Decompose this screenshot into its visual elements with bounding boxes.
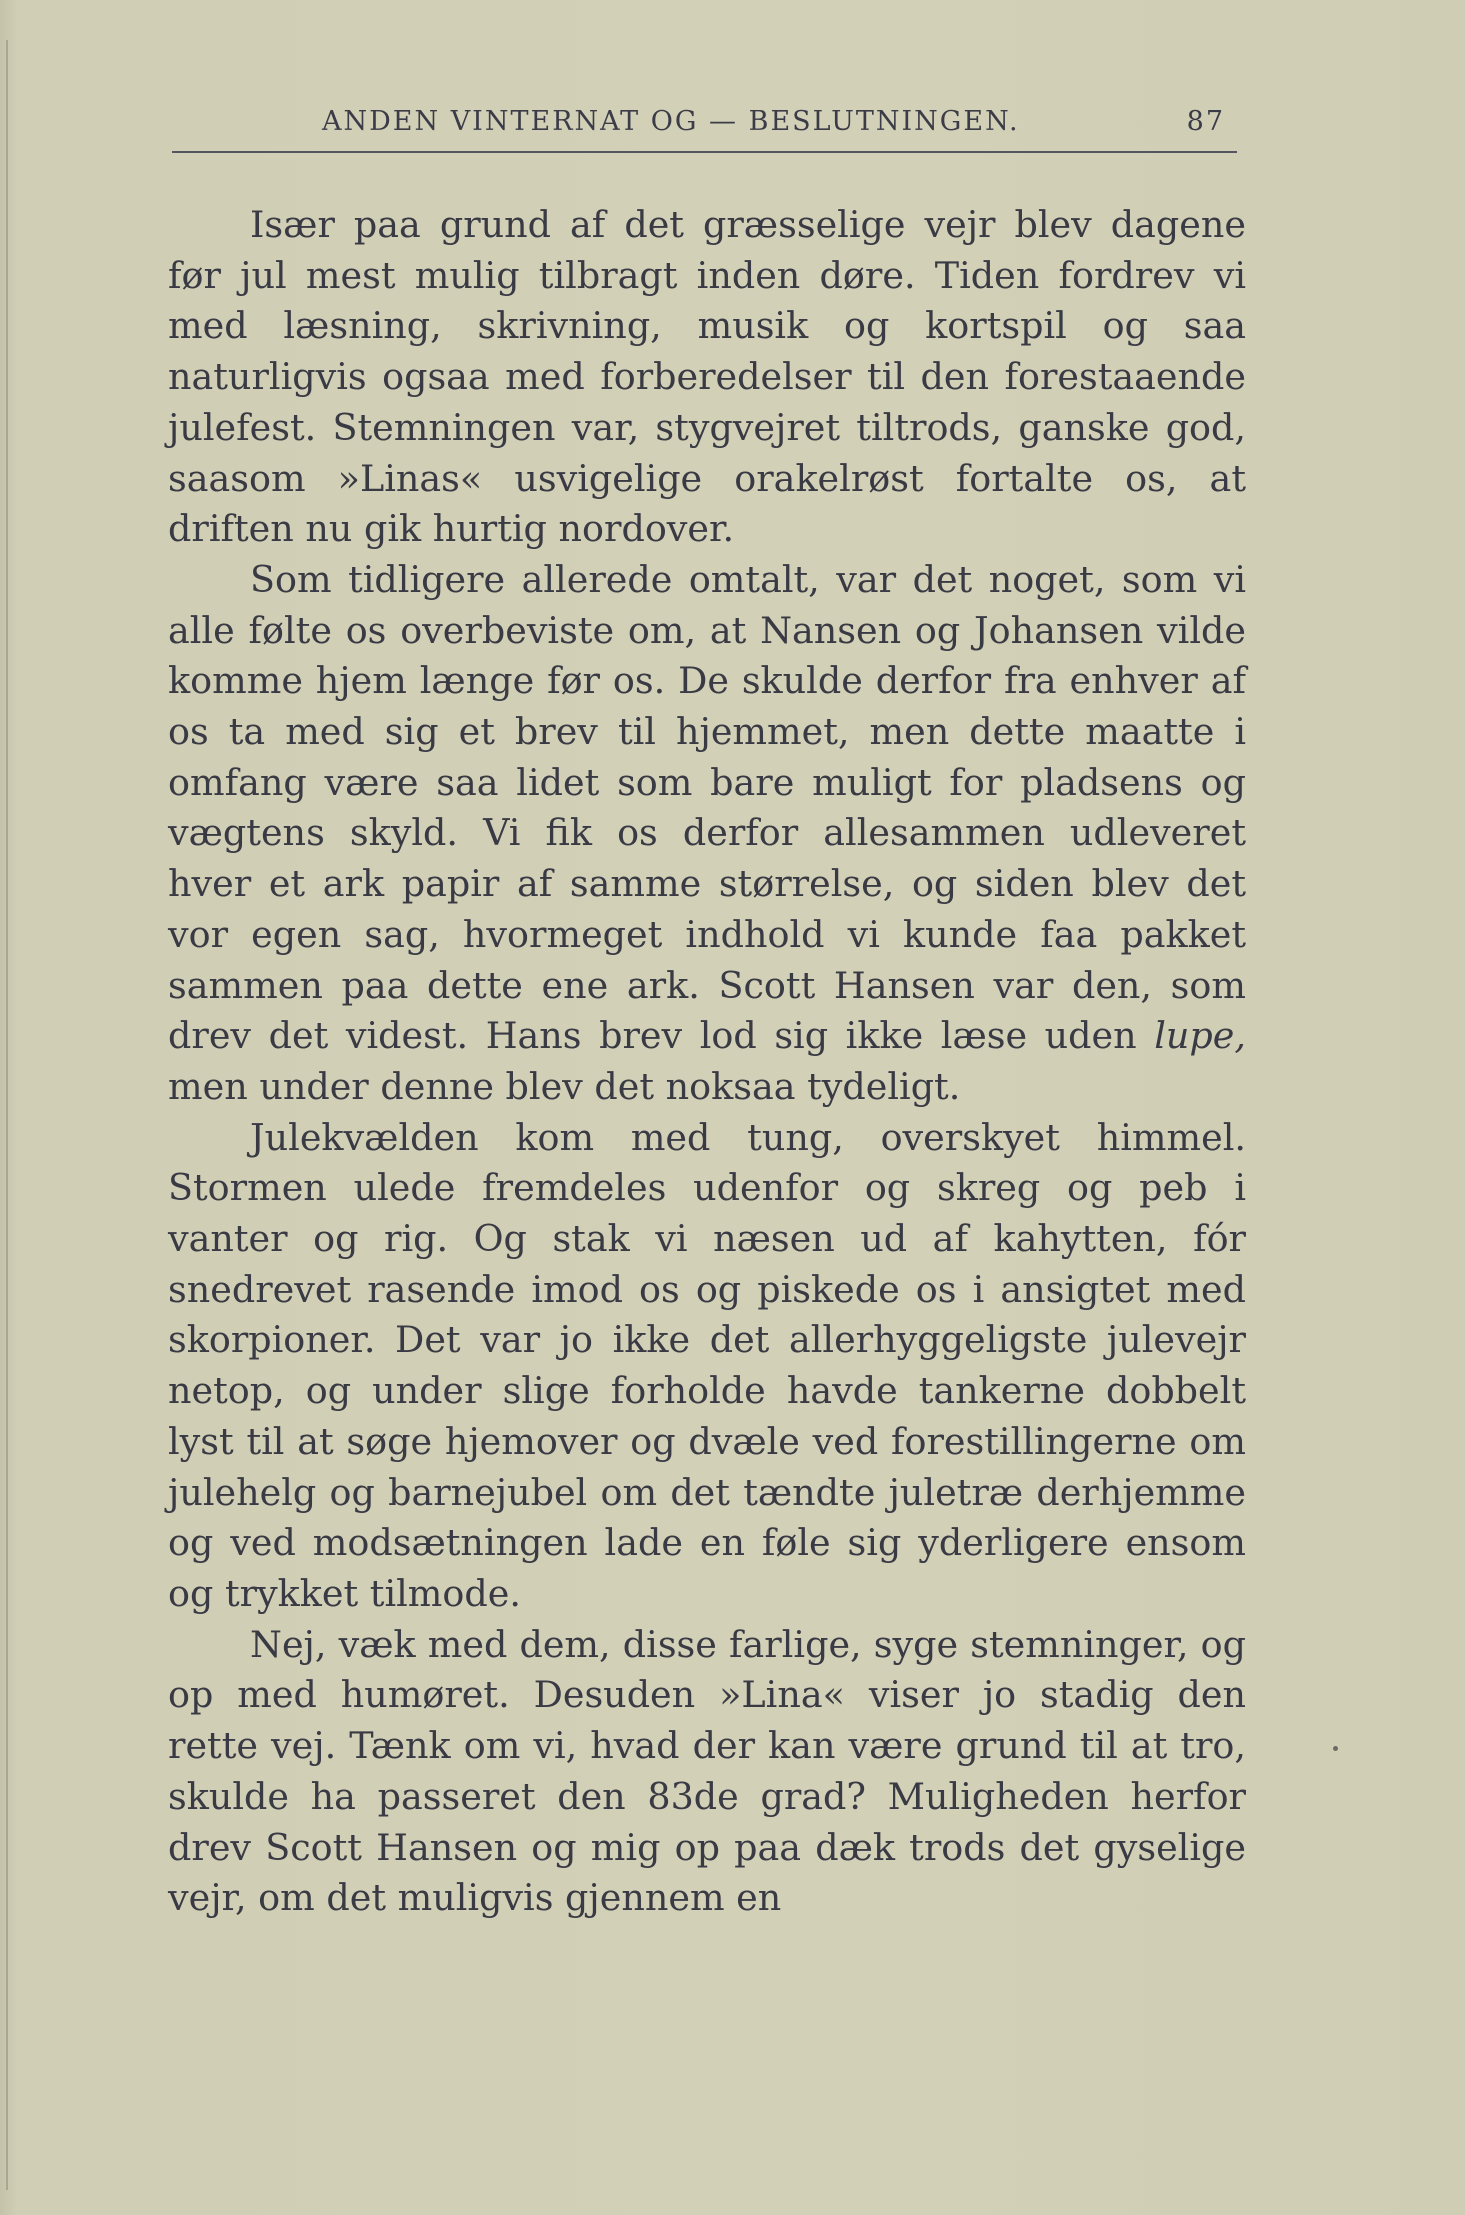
paragraph-4-text: Nej, væk med dem, disse farlige, syge stemninger, og op med humøret. Desuden »Lina« viser jo stadig den rette vej. Tænk om vi, hvad der kan være grund til at tro, skulde ha passeret den 83de grad? Muligheden herfor drev Scott Hansen og mig op paa dæk trods det gyselige vejr, om det muligvis gjennem en <box>168 1622 1246 1920</box>
page-number: 87 <box>1186 106 1225 137</box>
paragraph-2 <box>168 555 1246 1113</box>
paragraph-2-text-a: Som tidligere allerede omtalt, var det noget, som vi alle følte os overbeviste om, at Nansen og Johansen vilde komme hjem længe før os. De skulde derfor fra enhver af os ta med sig et brev til hjemmet, men dette maatte i omfang være saa lidet som bare muligt for pladsens og vægtens skyld. Vi fik os derfor allesammen udleveret hver et ark papir af samme størrelse, og siden blev det vor egen sag, hvormeget indhold vi kunde faa pakket sammen paa dette ene ark. Scott Hansen var den, som drev det videst. Hans brev lod sig ikke læse uden <box>168 557 1246 1058</box>
running-header-title: ANDEN VINTERNAT OG — BESLUTNINGEN. <box>322 106 1020 137</box>
paragraph-4 <box>168 1620 1246 1924</box>
paragraph-3-text: Julekvælden kom med tung, overskyet himmel. Stormen ulede fremdeles udenfor og skreg og peb i vanter og rig. Og stak vi næsen ud af kahytten, fór snedrevet rasende imod os og piskede os i ansigtet med skorpioner. Det var jo ikke det allerhyggeligste julevejr netop, og under slige forholde havde tankerne dobbelt lyst til at søge hjemover og dvæle ved forestillingerne om julehelg og barnejubel om det tændte juletræ derhjemme og ved modsætningen lade en føle sig yderligere ensom og trykket tilmode. <box>168 1115 1246 1615</box>
paragraph-1 <box>168 200 1246 555</box>
ink-speck <box>1333 1746 1338 1751</box>
header-rule <box>172 151 1237 153</box>
page-spine-edge <box>6 40 8 2190</box>
body-text <box>168 200 1246 1924</box>
running-header <box>170 106 1235 146</box>
paragraph-2-italic: lupe, <box>1154 1014 1246 1058</box>
paragraph-1-text: Især paa grund af det græsselige vejr blev dagene før jul mest mulig tilbragt inden døre. Tiden fordrev vi med læsning, skrivning, musik og kortspil og saa naturligvis ogsaa med forberedelser til den forestaaende julefest. Stemningen var, stygvejret tiltrods, ganske god, saasom »Linas« usvigelige orakelrøst fortalte os, at driften nu gik hurtig nordover. <box>168 203 1246 551</box>
paragraph-3 <box>168 1113 1246 1620</box>
paragraph-2-text-b: men under denne blev det noksaa tydeligt. <box>168 1064 961 1108</box>
